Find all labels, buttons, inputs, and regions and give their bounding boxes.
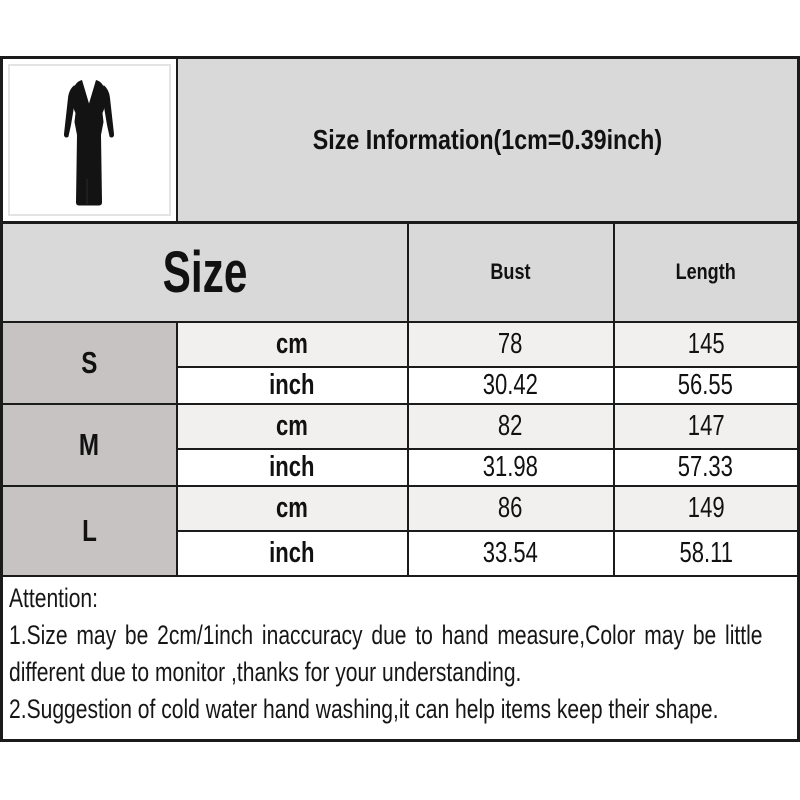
l-cm-unit-label: cm: [276, 491, 308, 524]
attention-text-block: [9, 580, 795, 728]
size-header-label: Size: [162, 239, 248, 305]
product-image-frame: [8, 64, 171, 216]
m-cm-bust-value: 82: [498, 409, 523, 442]
l-inch-bust-value: 33.54: [482, 536, 539, 569]
dress-left-sleeve: [64, 85, 75, 138]
l-cm-bust-cell: [408, 486, 614, 531]
dress-image: [60, 77, 118, 209]
m-cm-length-cell: [614, 404, 799, 449]
attention-note1-line1: 1.Size may be 2cm/1inch inaccuracy due to hand measure,Color may be little: [9, 619, 763, 650]
dress-right-sleeve: [104, 85, 115, 138]
s-inch-bust-value: 30.42: [482, 368, 539, 401]
l-inch-length-value: 58.11: [678, 536, 733, 569]
product-image-cell: [2, 58, 177, 223]
length-header-label: Length: [675, 259, 736, 285]
s-inch-length-cell: [614, 367, 799, 404]
s-cm-bust-cell: [408, 322, 614, 367]
size-s-cell: [2, 322, 177, 404]
s-inch-length-value: 56.55: [678, 368, 734, 401]
l-inch-unit-cell: [177, 531, 408, 576]
l-cm-length-value: 149: [687, 491, 725, 524]
l-inch-bust-cell: [408, 531, 614, 576]
size-info-title-cell: [177, 58, 799, 223]
attention-note1-line2: different due to monitor ,thanks for your understanding.: [9, 656, 522, 687]
bust-header-label: Bust: [490, 259, 531, 285]
s-cm-length-cell: [614, 322, 799, 367]
bust-header-cell: [408, 223, 614, 322]
s-inch-unit-label: inch: [269, 368, 315, 401]
l-cm-bust-value: 86: [498, 491, 523, 524]
attention-note2: 2.Suggestion of cold water hand washing,it can help items keep their shape.: [9, 693, 719, 724]
size-m-cell: [2, 404, 177, 486]
s-inch-bust-cell: [408, 367, 614, 404]
m-cm-unit-cell: [177, 404, 408, 449]
l-cm-length-cell: [614, 486, 799, 531]
m-cm-unit-label: cm: [276, 409, 308, 442]
attention-heading: Attention:: [9, 582, 98, 613]
s-cm-unit-cell: [177, 322, 408, 367]
m-inch-bust-value: 31.98: [482, 450, 539, 483]
l-inch-unit-label: inch: [269, 536, 315, 569]
length-header-cell: [614, 223, 799, 322]
m-inch-bust-cell: [408, 449, 614, 486]
size-header-cell: [2, 223, 408, 322]
size-l-cell: [2, 486, 177, 576]
m-inch-length-value: 57.33: [678, 450, 734, 483]
size-l-label: L: [81, 512, 97, 548]
size-info-title: Size Information(1cm=0.39inch): [312, 124, 662, 155]
m-cm-length-value: 147: [687, 409, 725, 442]
size-s-label: S: [81, 344, 98, 380]
s-inch-unit-cell: [177, 367, 408, 404]
m-inch-length-cell: [614, 449, 799, 486]
s-cm-bust-value: 78: [498, 327, 523, 360]
l-cm-unit-cell: [177, 486, 408, 531]
size-m-label: M: [79, 426, 100, 462]
attention-cell: [2, 576, 799, 741]
m-inch-unit-label: inch: [269, 450, 315, 483]
size-chart-table: [0, 56, 800, 742]
s-cm-unit-label: cm: [276, 327, 308, 360]
s-cm-length-value: 145: [687, 327, 725, 360]
dress-body-shape: [73, 80, 105, 206]
m-inch-unit-cell: [177, 449, 408, 486]
l-inch-length-cell: [614, 531, 799, 576]
m-cm-bust-cell: [408, 404, 614, 449]
